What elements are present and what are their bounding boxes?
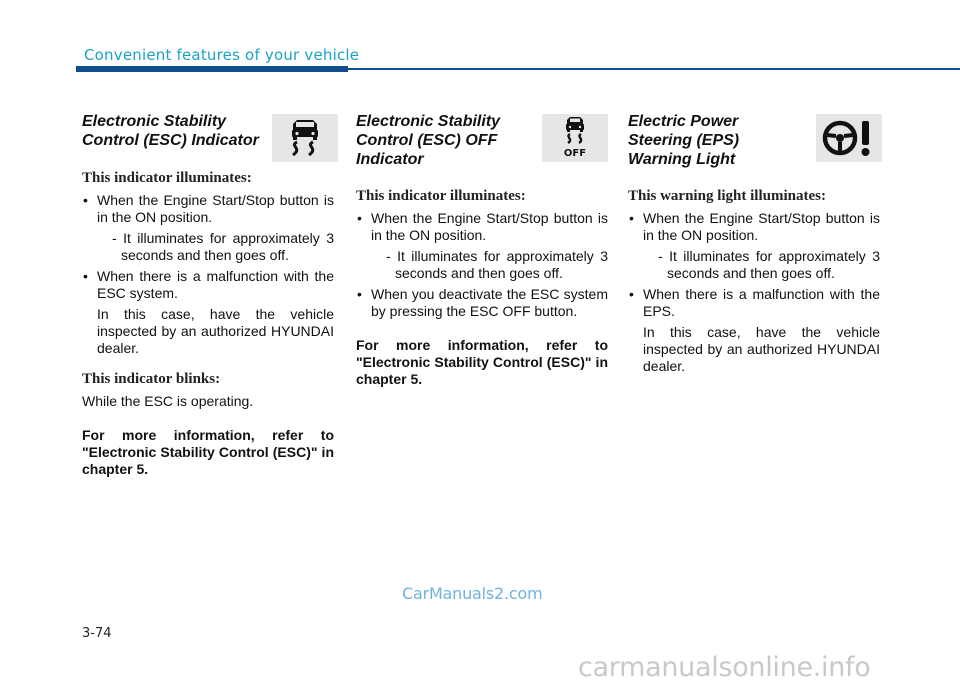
list-item (82, 268, 334, 357)
eps-steering-wheel-warning-icon (816, 114, 882, 162)
list-item (628, 210, 880, 282)
section-heading-row (82, 112, 334, 170)
section-eps-warning-light (628, 112, 880, 379)
list-item (82, 192, 334, 264)
section-esc-indicator (82, 112, 334, 478)
section-title-line: Indicator (356, 151, 424, 168)
section-title (356, 112, 536, 169)
esc-skid-car-icon (272, 114, 338, 162)
section-title (82, 112, 262, 150)
subheading-illuminates: This indicator illuminates: (356, 188, 526, 204)
bullet-list (356, 210, 608, 320)
section-title-line: Control (ESC) Indicator (82, 132, 259, 149)
bullet-note: In this case, have the vehicle inspected by an authorized HYUNDAI dealer. (97, 306, 334, 356)
bullet-list (82, 192, 334, 357)
bullet-note: In this case, have the vehicle inspected by an authorized HYUNDAI dealer. (643, 324, 880, 374)
section-esc-off-indicator (356, 112, 608, 388)
section-title-line: Warning Light (628, 151, 736, 168)
list-item (628, 286, 880, 375)
section-title-line: Steering (EPS) (628, 132, 740, 149)
svg-text:OFF: OFF (563, 148, 587, 159)
section-title-line: Electric Power (628, 113, 739, 130)
bullet-text: When the Engine Start/Stop button is in the ON position. (371, 210, 608, 243)
subheading-blinks: This indicator blinks: (82, 371, 221, 387)
watermark-carmanuals2: CarManuals2.com (402, 584, 543, 603)
header-title: Convenient features of your vehicle (84, 46, 360, 64)
list-item (356, 286, 608, 320)
section-title-line: Control (ESC) OFF (356, 132, 498, 149)
reference-note: For more information, refer to "Electronic Stability Control (ESC)" in chapter 5. (356, 337, 608, 387)
subheading-illuminates: This warning light illuminates: (628, 188, 826, 204)
subheading-illuminates: This indicator illuminates: (82, 170, 252, 186)
section-heading-row (356, 112, 608, 188)
bullet-text: When you deactivate the ESC system by pressing the ESC OFF button. (371, 286, 608, 319)
sub-item: - It illuminates for approximately 3 seconds and then goes off. (112, 230, 334, 263)
bullet-text: When there is a malfunction with the EPS. (643, 286, 880, 319)
header-bar-thin (348, 68, 960, 70)
blink-text: While the ESC is operating. (82, 393, 254, 409)
watermark-carmanualsonline: carmanualsonline.info (578, 652, 871, 683)
bullet-text: When there is a malfunction with the ESC system. (97, 268, 334, 301)
section-title-line: Electronic Stability (356, 113, 501, 130)
page-number: 3-74 (82, 626, 112, 641)
bullet-list (628, 210, 880, 375)
esc-off-icon (542, 114, 608, 162)
list-item (356, 210, 608, 282)
bullet-text: When the Engine Start/Stop button is in the ON position. (97, 192, 334, 225)
section-heading-row (628, 112, 880, 188)
sub-item: - It illuminates for approximately 3 seconds and then goes off. (658, 248, 880, 281)
bullet-text: When the Engine Start/Stop button is in the ON position. (643, 210, 880, 243)
section-title-line: Electronic Stability (82, 113, 227, 130)
header-bar-thick (76, 66, 348, 72)
sub-item: - It illuminates for approximately 3 seconds and then goes off. (386, 248, 608, 281)
section-title (628, 112, 808, 169)
reference-note: For more information, refer to "Electronic Stability Control (ESC)" in chapter 5. (82, 427, 334, 477)
